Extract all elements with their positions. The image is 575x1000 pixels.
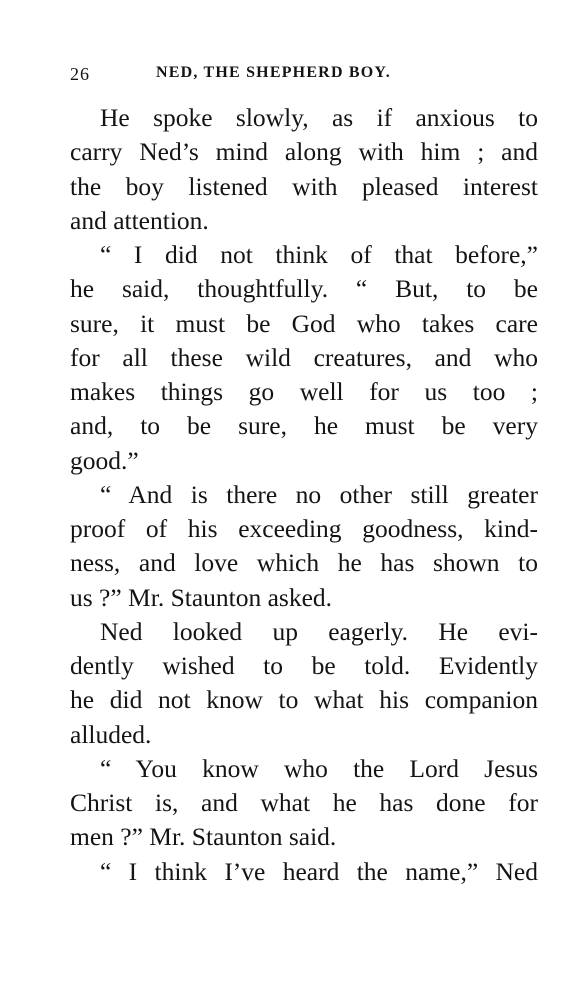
running-head: NED, THE SHEPHERD BOY. [156, 64, 391, 81]
text-line: Ned looked up eagerly. He evi- [100, 616, 538, 646]
text-line: he said, thoughtfully. “ But, to be [70, 274, 538, 304]
text-line: the boy listened with pleased interest [70, 171, 538, 201]
text-line: carry Ned’s mind along with him ; and [70, 137, 538, 167]
text-line: us ?” Mr. Staunton asked. [70, 582, 333, 612]
text-line: makes things go well for us too ; [70, 377, 538, 406]
text-line: He spoke slowly, as if anxious to [100, 103, 538, 132]
text-line: sure, it must be God who takes care [70, 308, 538, 338]
text-line: “ I think I’ve heard the name,” Ned [100, 856, 538, 886]
text-line: “ And is there no other still greater [100, 479, 538, 509]
text-line: men ?” Mr. Staunton said. [70, 822, 337, 852]
text-line: “ I did not think of that before,” [100, 240, 538, 269]
text-line: ness, and love which he has shown to [70, 548, 538, 578]
text-line: Christ is, and what he has done for [70, 788, 538, 817]
text-line: “ You know who the Lord Jesus [100, 753, 538, 783]
text-line: he did not know to what his companion [70, 685, 538, 715]
body-text [70, 101, 538, 889]
text-line: and attention. [70, 205, 209, 235]
text-line: proof of his exceeding goodness, kind- [70, 514, 538, 543]
page-header [70, 64, 540, 88]
text-line: good.” [70, 445, 139, 475]
text-line: and, to be sure, he must be very [70, 411, 538, 441]
text-line: alluded. [70, 719, 152, 749]
page-number: 26 [70, 64, 90, 84]
text-line: dently wished to be told. Evidently [70, 651, 538, 680]
text-line: for all these wild creatures, and who [70, 342, 538, 372]
